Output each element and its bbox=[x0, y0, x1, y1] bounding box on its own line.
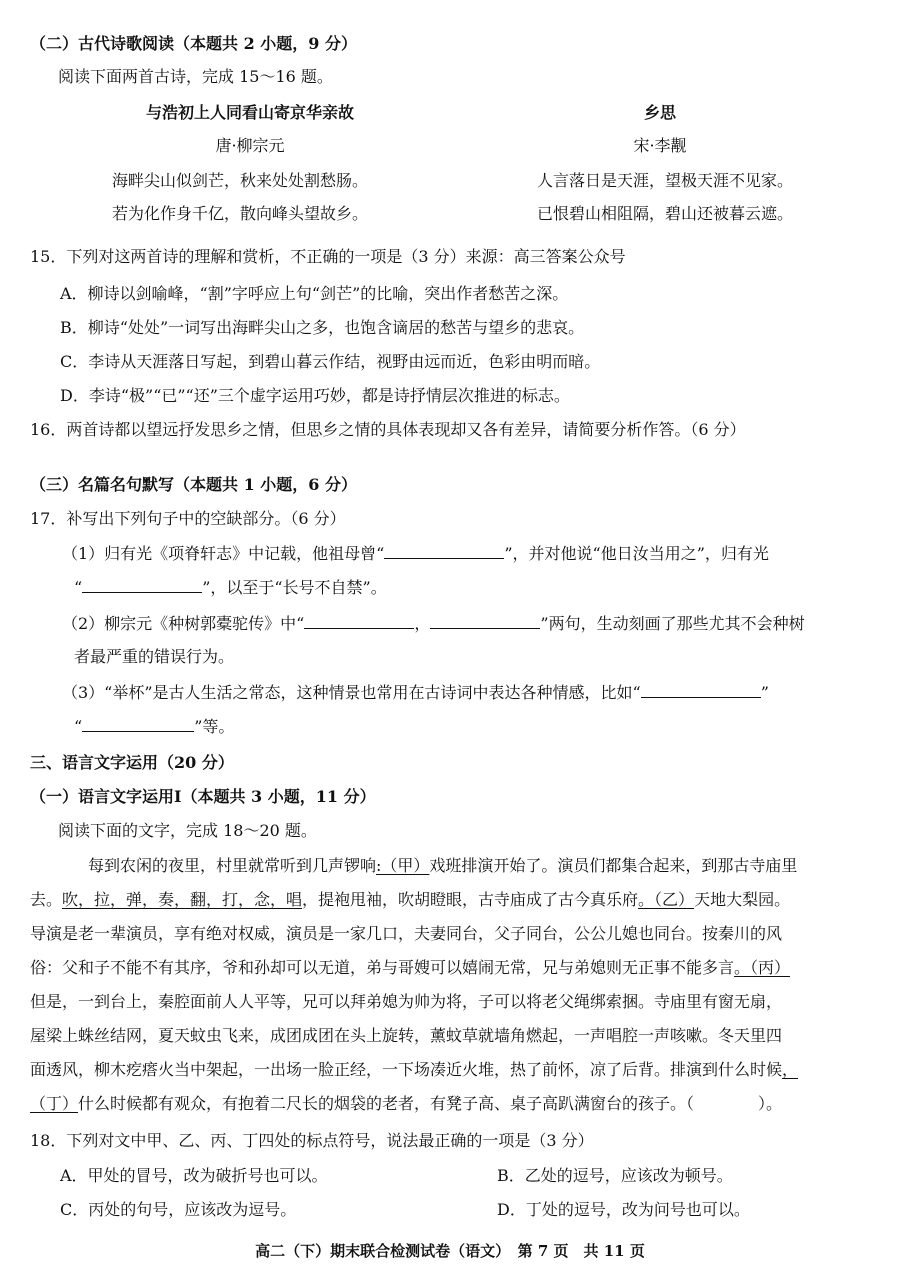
question-17-part3 bbox=[62, 681, 769, 704]
part2-text: （2）柳宗元《种树郭橐驼传》中“ bbox=[62, 614, 305, 633]
passage-text: 去。 bbox=[30, 890, 63, 909]
passage-line: 导演是老一辈演员，享有绝对权威，演员是一家几口，夫妻同台，父子同台，公公儿媳也同台。按秦川的风 bbox=[30, 924, 783, 943]
question-18-option-d: D．丁处的逗号，改为问号也可以。 bbox=[497, 1200, 750, 1219]
question-15-stem: 15．下列对这两首诗的理解和赏析，不正确的一项是（3 分）来源：高三答案公众号 bbox=[30, 247, 626, 266]
poem1-line: 海畔尖山似剑芒，秋来处处割愁肠。 bbox=[112, 171, 369, 190]
question-18-option-c: C．丙处的句号，应该改为逗号。 bbox=[60, 1200, 297, 1219]
question-17-part1-cont bbox=[74, 576, 387, 599]
passage-line bbox=[30, 957, 790, 979]
answer-blank[interactable] bbox=[82, 715, 194, 732]
marked-punctuation-ding: ， bbox=[782, 1060, 799, 1079]
part1-text: ”，并对他说“他日汝当用之”，归有光 bbox=[504, 544, 769, 563]
poem1-title: 与浩初上人同看山寄京华亲故 bbox=[145, 103, 354, 122]
marked-label-ding: （丁） bbox=[30, 1094, 79, 1113]
marked-punctuation-bing: 。（丙） bbox=[734, 958, 791, 977]
question-15-option-b: B．柳诗“处处”一词写出海畔尖山之多，也饱含谪居的愁苦与望乡的悲哀。 bbox=[60, 318, 585, 337]
part1-text: “ bbox=[74, 578, 83, 597]
marked-punctuation-jia: :（甲） bbox=[376, 856, 430, 875]
question-15-option-d: D．李诗“极”“已”“还”三个虚字运用巧妙，都是诗抒情层次推进的标志。 bbox=[60, 386, 570, 405]
part2-text: ”两句，生动刻画了那些尤其不会种树 bbox=[540, 614, 805, 633]
question-16-stem: 16．两首诗都以望远抒发思乡之情，但思乡之情的具体表现却又各有差异，请简要分析作答。（6 分） bbox=[30, 420, 746, 439]
section-heading: （三）名篇名句默写（本题共 1 小题，6 分） bbox=[30, 475, 357, 494]
poem2-title: 乡思 bbox=[643, 103, 676, 122]
passage-line bbox=[30, 889, 790, 911]
part1-text: ”，以至于“长号不自禁”。 bbox=[202, 578, 387, 597]
part3-text: ”等。 bbox=[194, 717, 235, 736]
page-footer: 高二（下）期末联合检测试卷（语文） 第 7 页 共 11 页 bbox=[255, 1242, 645, 1260]
section-heading: （二）古代诗歌阅读（本题共 2 小题，9 分） bbox=[30, 34, 357, 53]
question-17-part2-cont: 者最严重的错误行为。 bbox=[74, 647, 235, 666]
passage-text: 面透风，柳木疙瘩火当中架起，一出场一脸正经，一下场凑近火堆，热了前怀，凉了后背。排演到什么时候 bbox=[30, 1060, 783, 1079]
part3-text: “ bbox=[74, 717, 83, 736]
passage-line bbox=[88, 855, 797, 877]
passage-text: 什么时候都有观众，有抱着二尺长的烟袋的老者，有凳子高、桌子高趴满窗台的孩子。（ ）。 bbox=[78, 1094, 783, 1113]
part2-text: ， bbox=[414, 614, 431, 633]
passage-text: 戏班排演开始了。演员们都集合起来，到那古寺庙里 bbox=[429, 856, 798, 875]
passage-text: 每到农闲的夜里，村里就常听到几声锣响 bbox=[88, 856, 377, 875]
answer-blank[interactable] bbox=[304, 612, 414, 629]
marked-punctuation-yi: 。（乙） bbox=[638, 890, 695, 909]
answer-blank[interactable] bbox=[641, 681, 761, 698]
instruction-text: 阅读下面的文字，完成 18～20 题。 bbox=[58, 821, 317, 840]
sub-heading: （一）语言文字运用Ⅰ（本题共 3 小题，11 分） bbox=[30, 787, 376, 806]
poem2-line: 人言落日是天涯，望极天涯不见家。 bbox=[537, 171, 794, 190]
passage-text: ，提袍甩袖，吹胡瞪眼，古寺庙成了古今真乐府 bbox=[302, 890, 639, 909]
poem2-author: 宋·李觏 bbox=[633, 136, 687, 155]
poem1-line: 若为化作身千亿，散向峰头望故乡。 bbox=[112, 204, 369, 223]
passage-text: 俗：父和子不能不有其序，爷和孙却可以无道，弟与哥嫂可以嬉闹无常，兄与弟媳则无正事不能多言 bbox=[30, 958, 735, 977]
question-17-part2 bbox=[62, 612, 805, 635]
passage-line: 屋梁上蛛丝结网，夏天蚊虫飞来，成团成团在头上旋转，薰蚊草就墙角燃起，一声唱腔一声咳嗽。冬天里四 bbox=[30, 1026, 783, 1045]
question-18-option-b: B．乙处的逗号，应该改为顿号。 bbox=[497, 1166, 733, 1185]
instruction-text: 阅读下面两首古诗，完成 15～16 题。 bbox=[58, 67, 333, 86]
question-15-option-c: C．李诗从天涯落日写起，到碧山暮云作结，视野由远而近，色彩由明而暗。 bbox=[60, 352, 601, 371]
answer-blank[interactable] bbox=[384, 542, 504, 559]
part3-text: ” bbox=[760, 683, 769, 702]
question-18-stem: 18．下列对文中甲、乙、丙、丁四处的标点符号，说法最正确的一项是（3 分） bbox=[30, 1131, 594, 1150]
part-heading: 三、语言文字运用（20 分） bbox=[30, 753, 234, 772]
question-15-option-a: A．柳诗以剑喻峰，“割”字呼应上句“剑芒”的比喻，突出作者愁苦之深。 bbox=[60, 284, 569, 303]
part3-text: （3）“举杯”是古人生活之常态，这种情景也常用在古诗词中表达各种情感，比如“ bbox=[62, 683, 641, 702]
poem2-line: 已恨碧山相阻隔，碧山还被暮云遮。 bbox=[537, 204, 794, 223]
question-17-stem: 17．补写出下列句子中的空缺部分。（6 分） bbox=[30, 509, 346, 528]
passage-line: 但是，一到台上，秦腔面前人人平等，兄可以拜弟媳为帅为将，子可以将老父绳绑索捆。寺庙里有窗无扇， bbox=[30, 992, 783, 1011]
passage-line bbox=[30, 1059, 798, 1081]
passage-line bbox=[30, 1093, 782, 1115]
question-17-part1 bbox=[62, 542, 769, 565]
question-17-part3-cont bbox=[74, 715, 234, 738]
answer-blank[interactable] bbox=[82, 576, 202, 593]
answer-blank[interactable] bbox=[430, 612, 540, 629]
poem1-author: 唐·柳宗元 bbox=[215, 136, 285, 155]
question-18-option-a: A．甲处的冒号，改为破折号也可以。 bbox=[60, 1166, 328, 1185]
part1-text: （1）归有光《项脊轩志》中记载，他祖母曾“ bbox=[62, 544, 385, 563]
underlined-phrase: 吹，拉，弹，奏，翻，打，念，唱 bbox=[62, 890, 303, 909]
passage-text: 天地大梨园。 bbox=[694, 890, 791, 909]
